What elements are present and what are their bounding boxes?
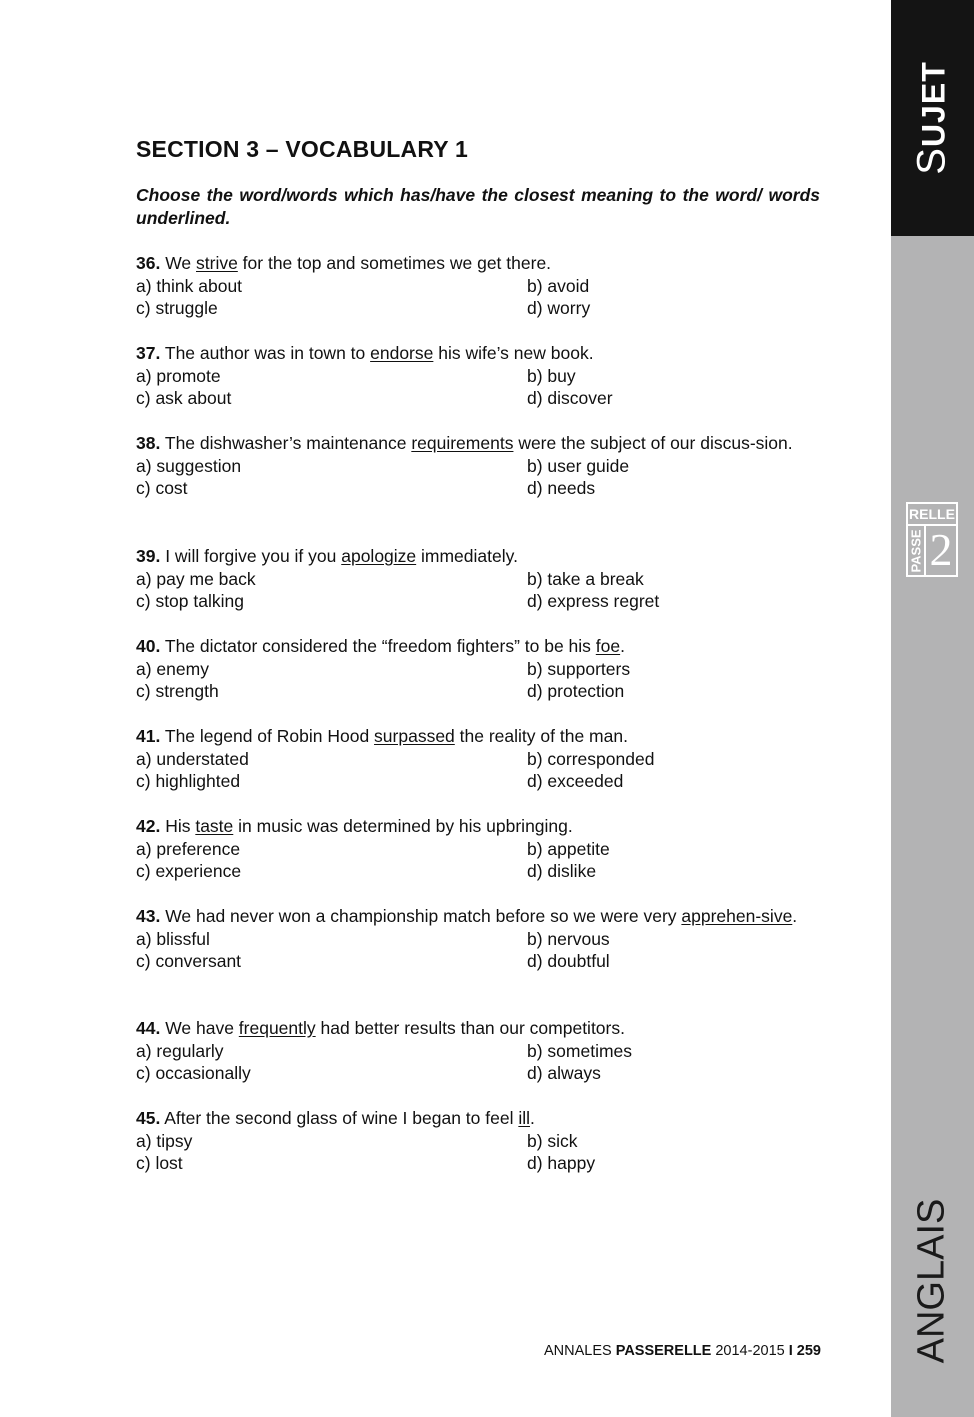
question-number: 43.: [136, 906, 161, 926]
question-item: [136, 432, 822, 500]
answer-option-b: b) supporters: [527, 658, 631, 679]
question-item: [136, 1107, 822, 1175]
question-stem: [136, 252, 822, 275]
question-number: 39.: [136, 546, 161, 566]
answer-option-d: d) exceeded: [527, 771, 624, 791]
footer-separator: I: [788, 1343, 793, 1359]
answer-option-d: d) protection: [527, 681, 625, 701]
answer-option-c: c) stop talking: [136, 591, 244, 611]
question-text: We: [160, 253, 196, 273]
answer-option-b: b) sometimes: [527, 1040, 633, 1061]
question-number: 41.: [136, 726, 161, 746]
answer-option-c: c) cost: [136, 478, 188, 498]
question-item: [136, 1017, 822, 1085]
underlined-word: ill: [518, 1108, 531, 1128]
question-text: .: [792, 906, 798, 926]
question-stem: [136, 725, 822, 748]
underlined-word: foe: [595, 636, 621, 656]
question-text: had better results than our competitors.: [315, 1018, 625, 1038]
answer-options: [136, 1040, 822, 1085]
question-item: [136, 905, 822, 973]
question-text: the reality of the man.: [454, 726, 628, 746]
question-stem: [136, 342, 822, 365]
answer-option-c: c) occasionally: [136, 1063, 251, 1083]
question-number: 37.: [136, 343, 161, 363]
question-item: [136, 342, 822, 410]
answer-options: [136, 928, 822, 973]
section-title: SECTION 3 – VOCABULARY 1: [136, 136, 468, 162]
page-footer: [544, 1343, 821, 1359]
answer-option-a: a) preference: [136, 838, 241, 859]
answer-option-c: c) lost: [136, 1153, 183, 1173]
answer-option-d: d) worry: [527, 298, 591, 318]
logo-passe-text: PASSE: [908, 529, 924, 573]
answer-option-d: d) always: [527, 1063, 601, 1083]
underlined-word: apprehen-sive: [681, 906, 793, 926]
answer-options: [136, 1130, 822, 1175]
question-text: I will forgive you if you: [160, 546, 342, 566]
question-stem: [136, 545, 822, 568]
question-text: for the top and sometimes we get there.: [237, 253, 552, 273]
question-stem: [136, 815, 822, 838]
question-item: [136, 725, 822, 793]
question-item: [136, 252, 822, 320]
logo-relle-text: RELLE: [908, 504, 956, 526]
question-number: 40.: [136, 636, 161, 656]
subject-label: ANGLAIS: [910, 1198, 953, 1364]
question-number: 36.: [136, 253, 161, 273]
answer-option-a: a) suggestion: [136, 455, 242, 476]
answer-option-a: a) think about: [136, 275, 243, 296]
question-text: were the subject of our discus-sion.: [513, 433, 793, 453]
answer-option-d: d) express regret: [527, 591, 660, 611]
question-text: in music was determined by his upbringing.: [233, 816, 573, 836]
question-stem: [136, 432, 822, 455]
underlined-word: frequently: [238, 1018, 316, 1038]
question-text: .: [620, 636, 625, 656]
answer-options: [136, 365, 822, 410]
underlined-word: taste: [195, 816, 234, 836]
question-text: The legend of Robin Hood: [160, 726, 375, 746]
question-number: 38.: [136, 433, 161, 453]
answer-option-b: b) take a break: [527, 568, 644, 589]
answer-options: [136, 275, 822, 320]
underlined-word: surpassed: [374, 726, 455, 746]
page-number: 259: [792, 1343, 821, 1359]
question-text: immediately.: [416, 546, 518, 566]
instruction: Choose the word/words which has/have the closest meaning to the word/ words underlined.: [136, 185, 820, 228]
underlined-word: apologize: [341, 546, 417, 566]
logo-number: 2: [929, 524, 953, 575]
underlined-word: endorse: [370, 343, 434, 363]
question-number: 42.: [136, 816, 161, 836]
answer-option-a: a) understated: [136, 748, 249, 769]
question-item: [136, 545, 822, 613]
answer-option-a: a) enemy: [136, 658, 209, 679]
answer-option-d: d) dislike: [527, 861, 597, 881]
answer-option-c: c) conversant: [136, 951, 242, 971]
answer-option-d: d) doubtful: [527, 951, 610, 971]
underlined-word: strive: [196, 253, 238, 273]
answer-option-b: b) appetite: [527, 838, 610, 859]
answer-option-c: c) struggle: [136, 298, 218, 318]
footer-brand: PASSERELLE: [615, 1343, 712, 1359]
question-item: [136, 635, 822, 703]
question-text: The author was in town to: [160, 343, 371, 363]
answer-option-b: b) corresponded: [527, 748, 655, 769]
answer-options: [136, 838, 822, 883]
answer-option-b: b) user guide: [527, 455, 630, 476]
question-text: We had never won a championship match before so we were very: [160, 906, 682, 926]
question-stem: [136, 905, 822, 928]
answer-option-d: d) happy: [527, 1153, 596, 1173]
question-stem: [136, 635, 822, 658]
answer-options: [136, 748, 822, 793]
question-text: The dictator considered the “freedom fighters” to be his: [160, 636, 596, 656]
answer-option-a: a) blissful: [136, 928, 210, 949]
underlined-word: requirements: [411, 433, 514, 453]
logo-passe-box: [908, 526, 926, 575]
answer-option-b: b) avoid: [527, 275, 590, 296]
question-text: The dishwasher’s maintenance: [160, 433, 412, 453]
question-stem: [136, 1017, 822, 1040]
answer-option-b: b) nervous: [527, 928, 610, 949]
answer-option-d: d) discover: [527, 388, 613, 408]
question-number: 44.: [136, 1018, 161, 1038]
answer-option-b: b) sick: [527, 1130, 578, 1151]
answer-option-d: d) needs: [527, 478, 596, 498]
passerelle-2-logo: [906, 502, 958, 577]
answer-options: [136, 568, 822, 613]
question-text: His: [160, 816, 196, 836]
footer-annales: ANNALES: [543, 1343, 616, 1359]
question-text: We have: [160, 1018, 239, 1038]
question-text: .: [530, 1108, 535, 1128]
answer-option-a: a) promote: [136, 365, 221, 386]
answer-option-c: c) ask about: [136, 388, 232, 408]
answer-options: [136, 455, 822, 500]
answer-option-c: c) strength: [136, 681, 219, 701]
question-text: After the second glass of wine I began to feel: [160, 1108, 519, 1128]
answer-option-a: a) pay me back: [136, 568, 256, 589]
question-text: his wife’s new book.: [433, 343, 594, 363]
answer-option-a: a) tipsy: [136, 1130, 193, 1151]
question-stem: [136, 1107, 822, 1130]
question-number: 45.: [136, 1108, 161, 1128]
answer-option-c: c) highlighted: [136, 771, 241, 791]
question-item: [136, 815, 822, 883]
answer-options: [136, 658, 822, 703]
sidebar-tab-label: SUJET: [909, 61, 954, 175]
answer-option-c: c) experience: [136, 861, 242, 881]
answer-option-b: b) buy: [527, 365, 576, 386]
footer-years: 2014-2015: [711, 1343, 789, 1359]
answer-option-a: a) regularly: [136, 1040, 224, 1061]
